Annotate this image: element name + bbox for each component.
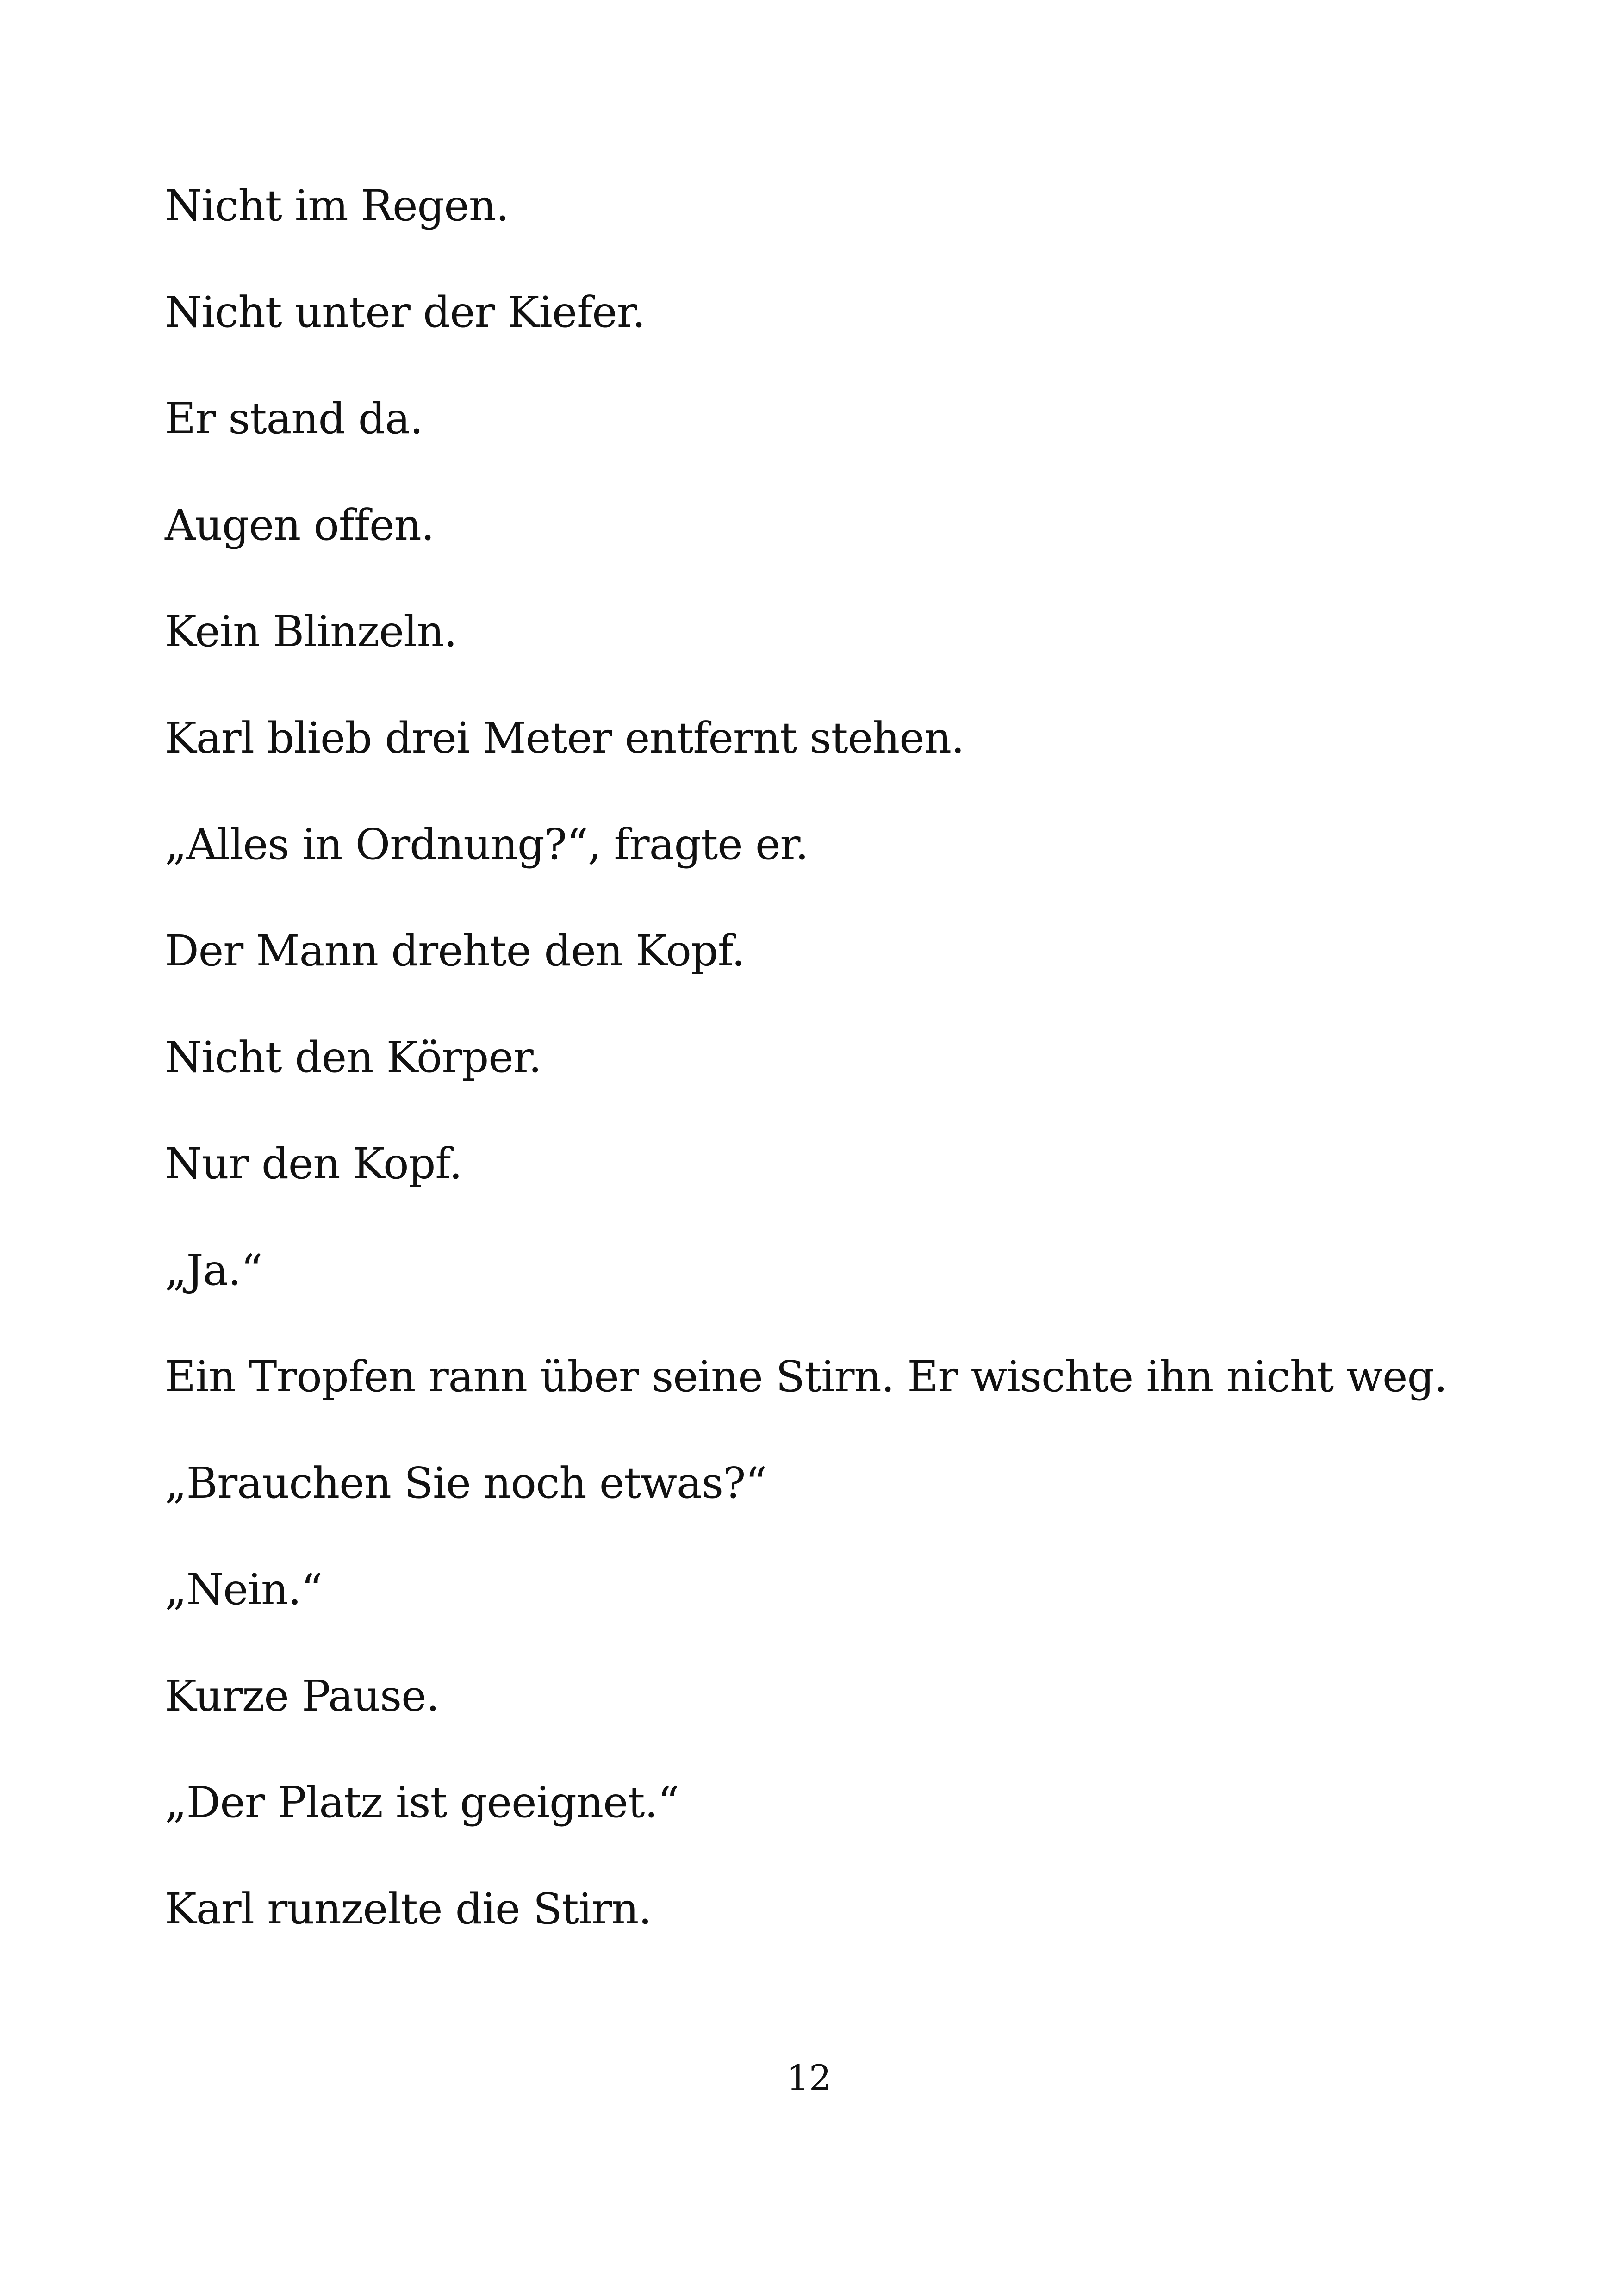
text-line: „Der Platz ist geeignet.“ [165, 1778, 679, 1827]
text-line: Kein Blinzeln. [165, 607, 457, 656]
text-line: Nur den Kopf. [165, 1139, 462, 1188]
text-line: Karl runzelte die Stirn. [165, 1884, 652, 1934]
text-body [165, 153, 1461, 1962]
text-line: Nicht im Regen. [165, 181, 509, 230]
text-line: Karl blieb drei Meter entfernt stehen. [165, 713, 965, 763]
text-line: Kurze Pause. [165, 1671, 439, 1721]
text-line: „Ja.“ [165, 1245, 262, 1295]
text-line: Ein Tropfen rann über seine Stirn. Er wischte ihn nicht weg. [165, 1352, 1447, 1401]
text-line: Er stand da. [165, 394, 423, 443]
text-line: Nicht den Körper. [165, 1033, 541, 1082]
text-line: Der Mann drehte den Kopf. [165, 926, 745, 976]
text-line: Augen offen. [165, 500, 434, 550]
text-line: „Brauchen Sie noch etwas?“ [165, 1458, 767, 1508]
text-line: „Nein.“ [165, 1565, 323, 1614]
text-line: „Alles in Ordnung?“, fragte er. [165, 820, 809, 869]
page-number: 12 [786, 2057, 832, 2098]
text-line: Nicht unter der Kiefer. [165, 287, 645, 337]
